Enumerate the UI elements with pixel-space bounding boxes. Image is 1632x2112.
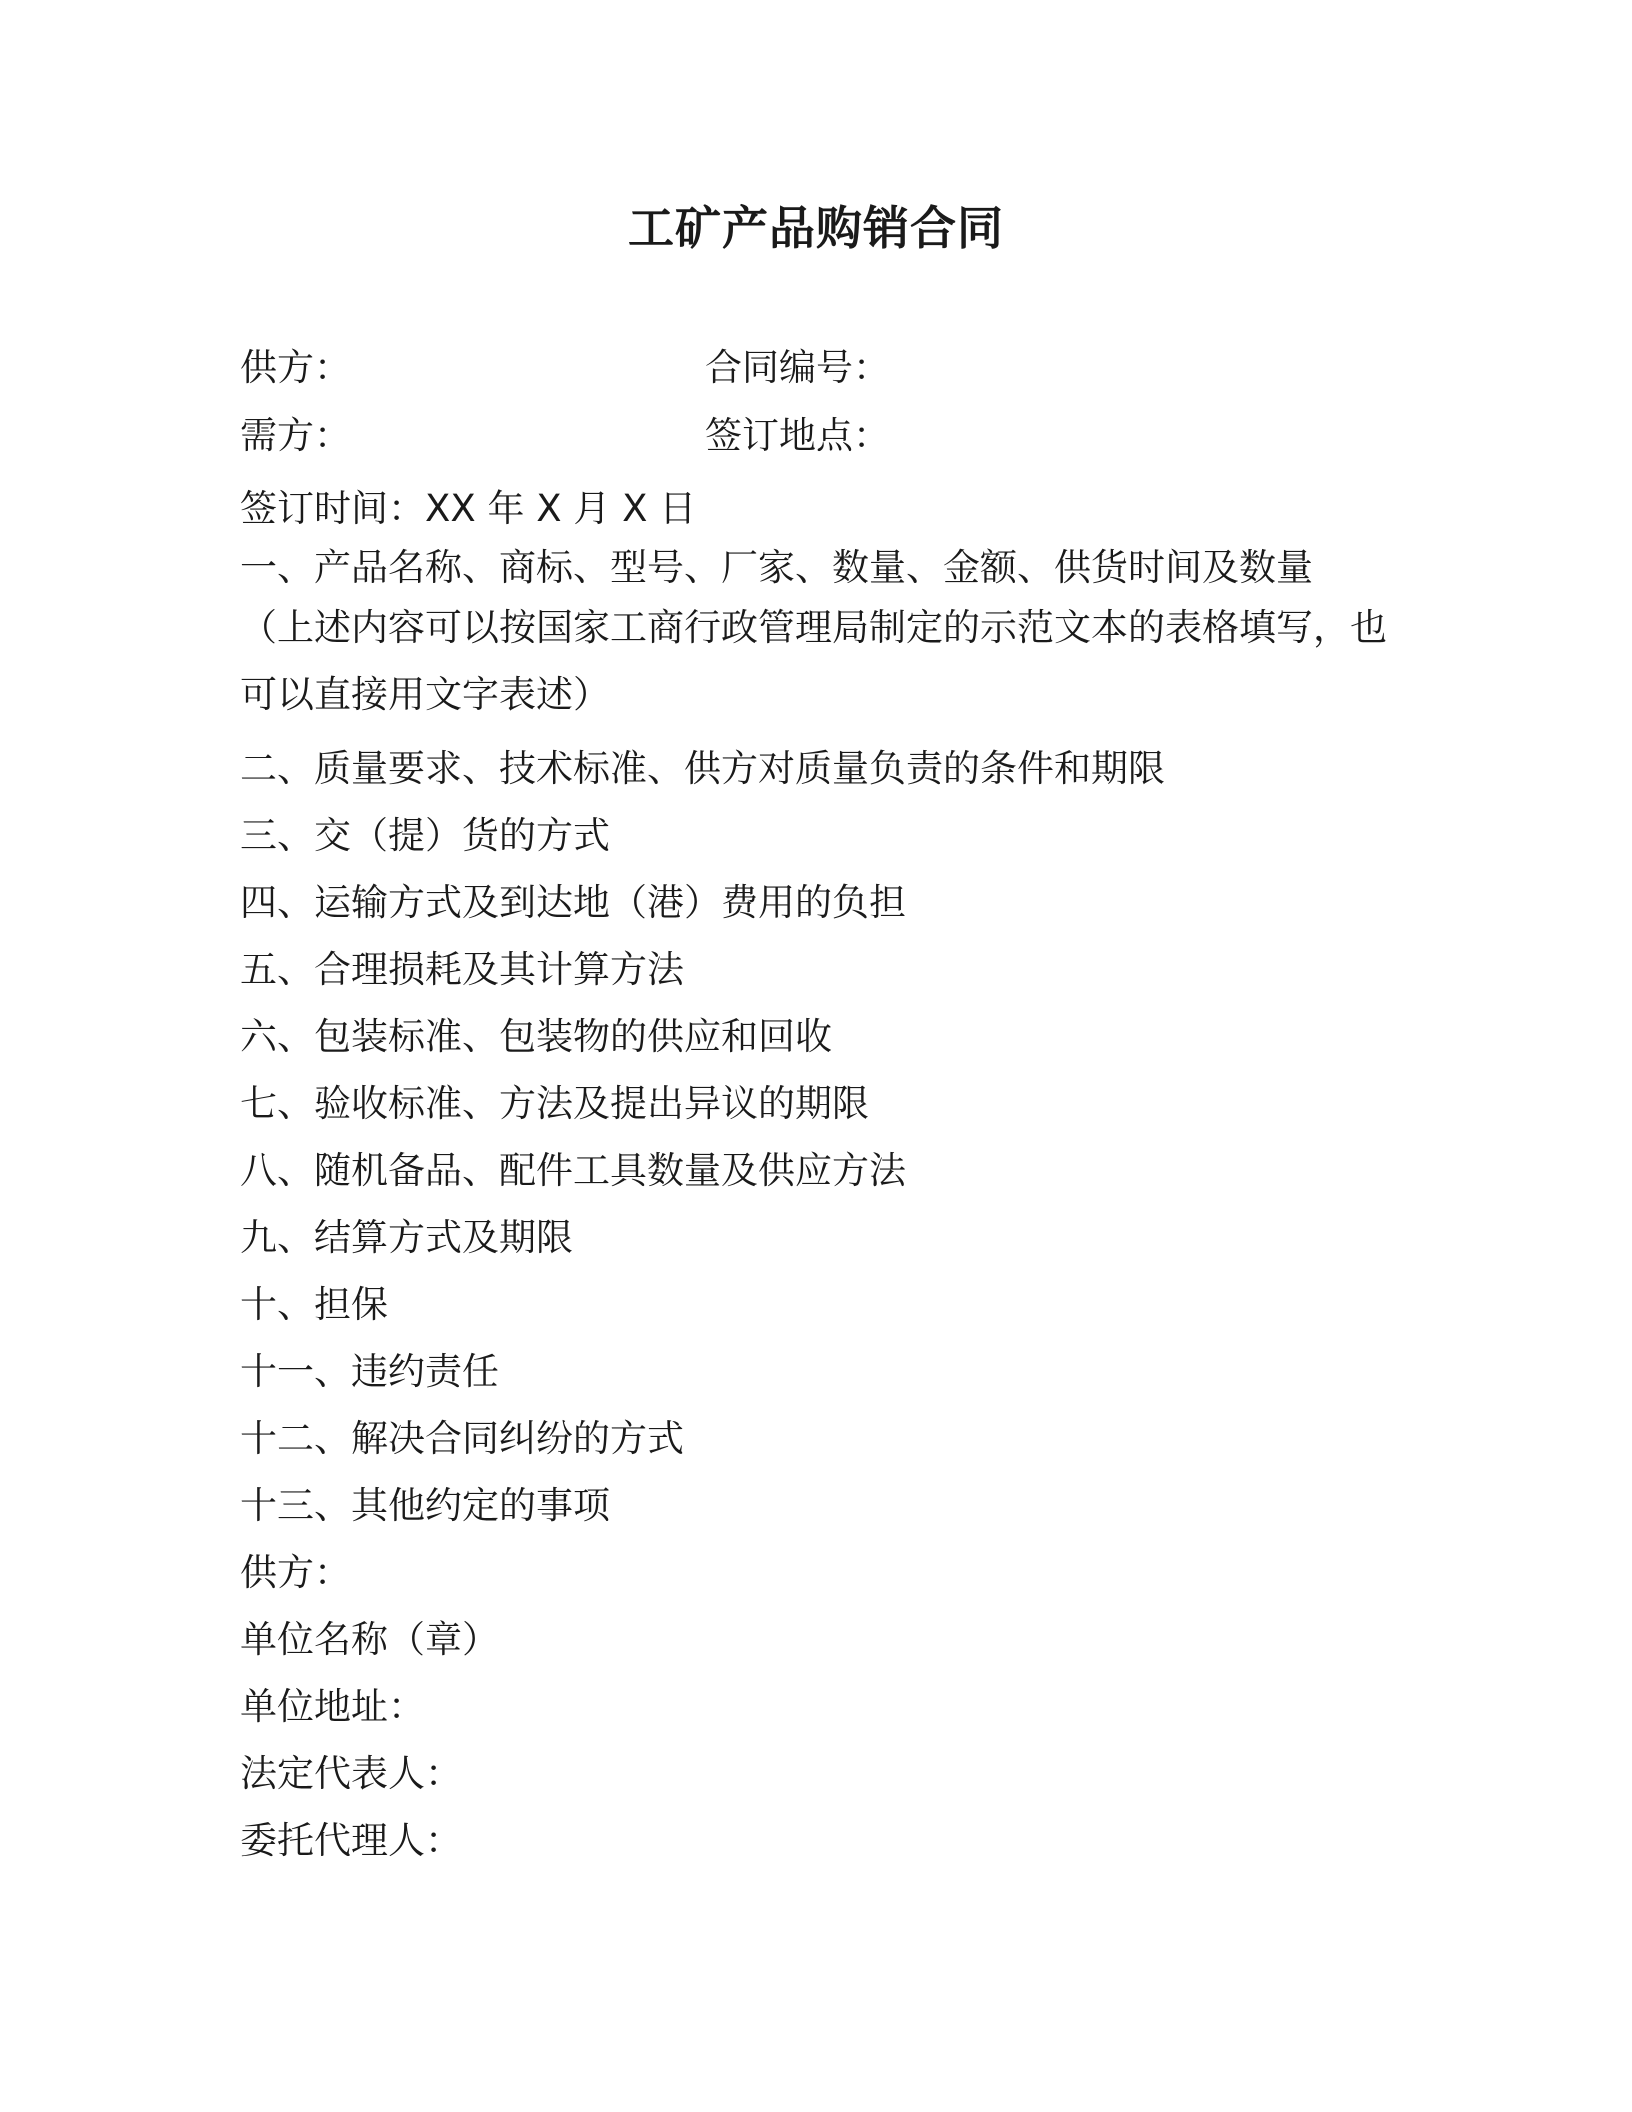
contract-number-label: 合同编号： [705,346,890,389]
signature-supplier-label: 供方： [240,1551,351,1594]
clause-1-note: （上述内容可以按国家工商行政管理局制定的示范文本的表格填写，也可以直接用文字表述） [240,606,1387,716]
unit-address-label: 单位地址： [240,1685,425,1728]
clause-6: 六、包装标准、包装物的供应和回收 [240,1015,832,1058]
clause-3: 三、交（提）货的方式 [240,814,610,857]
document-title: 工矿产品购销合同 [628,201,1004,255]
clause-11: 十一、违约责任 [240,1350,499,1393]
buyer-label: 需方： [240,414,351,457]
header-row-1 [240,343,890,393]
legal-representative-label: 法定代表人： [240,1752,462,1795]
clause-8: 八、随机备品、配件工具数量及供应方法 [240,1149,906,1192]
clause-9: 九、结算方式及期限 [240,1216,573,1259]
supplier-label: 供方： [240,346,351,389]
clause-12: 十二、解决合同纠纷的方式 [240,1417,684,1460]
header-row-2 [240,411,890,461]
clause-7: 七、验收标准、方法及提出异议的期限 [240,1082,869,1125]
clause-13: 十三、其他约定的事项 [240,1484,610,1527]
clause-4: 四、运输方式及到达地（港）费用的负担 [240,881,906,924]
clause-5: 五、合理损耗及其计算方法 [240,948,684,991]
sign-place-label: 签订地点： [705,414,890,457]
agent-label: 委托代理人： [240,1819,462,1862]
sign-time: 签订时间：XX 年 X 月 X 日 [240,487,697,530]
clause-1: 一、产品名称、商标、型号、厂家、数量、金额、供货时间及数量 [240,546,1313,589]
clause-10: 十、担保 [240,1283,388,1326]
unit-name-label: 单位名称（章） [240,1618,499,1661]
clause-2: 二、质量要求、技术标准、供方对质量负责的条件和期限 [240,747,1165,790]
